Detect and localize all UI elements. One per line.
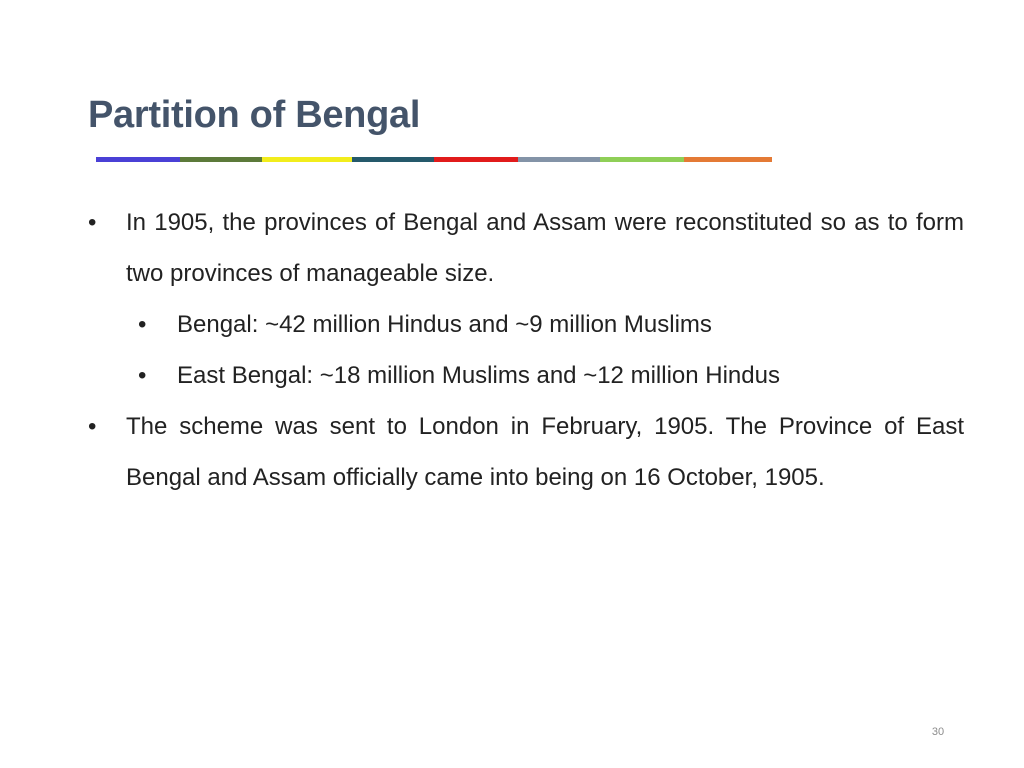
bullet-text: The scheme was sent to London in February, 1905. The Province of East Bengal and Assam officially came into being on 16 October, 1905. (126, 413, 964, 491)
bullet-list (88, 197, 964, 503)
divider-segment (96, 157, 180, 162)
bullet-marker: • (138, 311, 147, 338)
divider-segment (684, 157, 772, 162)
divider-segment (352, 157, 434, 162)
bullet-marker: • (88, 209, 97, 236)
divider-segment (518, 157, 600, 162)
bullet-text: Bengal: ~42 million Hindus and ~9 million Muslims (177, 311, 712, 338)
bullet-item (88, 401, 964, 503)
slide-title: Partition of Bengal (88, 94, 421, 136)
bullet-text: East Bengal: ~18 million Muslims and ~12 million Hindus (177, 362, 780, 389)
divider-segment (180, 157, 262, 162)
bullet-marker: • (138, 362, 147, 389)
divider-segment (600, 157, 684, 162)
divider-segment (262, 157, 352, 162)
divider-segment (434, 157, 518, 162)
bullet-text: In 1905, the provinces of Bengal and Assam were reconstituted so as to form two provinces of manageable size. (126, 209, 964, 287)
sub-bullet-item (88, 299, 964, 350)
bullet-marker: • (88, 413, 97, 440)
bullet-item (88, 197, 964, 299)
sub-bullet-item (88, 350, 964, 401)
page-number: 30 (931, 726, 945, 738)
title-divider (96, 157, 772, 162)
